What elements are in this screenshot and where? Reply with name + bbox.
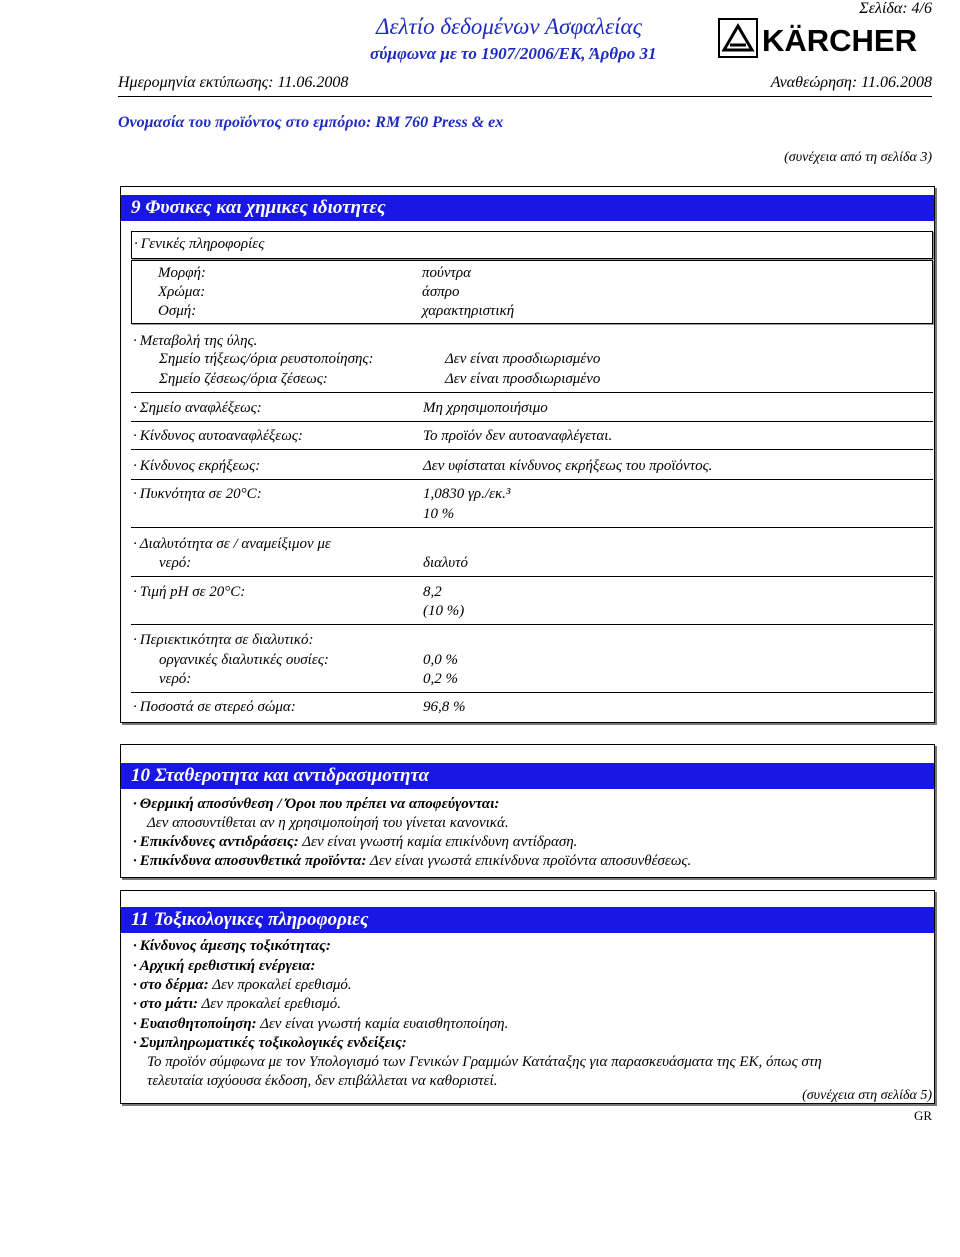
form-value: πούντρα: [422, 265, 471, 281]
density-value: 1,0830 γρ./εκ.³: [423, 486, 511, 502]
divider: [131, 527, 933, 528]
change-of-state-label: · Μεταβολή της ύλης.: [133, 332, 257, 351]
appearance-box: [131, 260, 933, 324]
form-label: Μορφή:: [158, 265, 206, 281]
color-value: άσπρο: [422, 284, 460, 300]
flash-point-label: · Σημείο αναφλέξεως:: [133, 399, 262, 418]
continued-from-note: (συνέχεια από τη σελίδα 3): [784, 150, 932, 165]
additional-toxicology-label: · Συμπληρωματικές τοξικολογικές ενδείξεις:: [133, 1034, 407, 1053]
thermal-decomposition-value: Δεν αποσυντίθεται αν η χρησιμοποίησή του γίνεται κανονικά.: [147, 815, 509, 831]
dangerous-reactions-value: Δεν είναι γνωστή καμία επικίνδυνη αντίδραση.: [302, 834, 578, 850]
self-ignition-value: Το προϊόν δεν αυτοαναφλέγεται.: [423, 428, 613, 444]
additional-toxicology-line-1: Το προϊόν σύμφωνα με τον Υπολογισμό των Γενικών Γραμμών Κατάταξης για παρασκευάσματα της ΕΚ, όπως στη: [147, 1054, 822, 1070]
boiling-point-value: Δεν είναι προσδιωρισμένο: [445, 371, 601, 387]
solubility-value: διαλυτό: [423, 555, 469, 571]
primary-irritation-label: · Αρχική ερεθιστική ενέργεια:: [133, 957, 315, 976]
revision-date: Αναθεώρηση: 11.06.2008: [770, 74, 932, 91]
solubility-label-water: νερό:: [159, 555, 192, 571]
decomposition-products-value: Δεν είναι γνωστά επικίνδυνα προϊόντα αποσυνθέσεως.: [369, 853, 692, 869]
section-9-title: 9 Φυσικες και χημικες ιδιοτητες: [121, 195, 934, 221]
ph-value: 8,2: [423, 584, 442, 600]
thermal-decomposition-label: · Θερμική αποσύνθεση / Όροι που πρέπει να αποφεύγονται:: [133, 795, 499, 814]
ph-label: · Τιμή pH σε 20°C:: [133, 583, 245, 602]
divider: [131, 479, 933, 480]
ph-sub-value: (10 %): [423, 603, 465, 619]
page-number: Σελίδα: 4/6: [859, 0, 932, 17]
logo-wordmark: KÄRCHER: [762, 23, 917, 58]
water-content-value: 0,2 %: [423, 671, 458, 687]
skin-value: Δεν προκαλεί ερεθισμό.: [212, 977, 352, 993]
odor-value: χαρακτηριστική: [422, 303, 515, 319]
additional-toxicology-line-2: τελευταία ισχύουσα έκδοση, δεν επιβάλλεται να καθοριστεί.: [147, 1073, 498, 1089]
continued-to-note: (συνέχεια στη σελίδα 5): [802, 1088, 932, 1103]
organic-solvents-value: 0,0 %: [423, 652, 458, 668]
divider: [131, 576, 933, 577]
header-divider: [118, 96, 932, 97]
solids-content-value: 96,8 %: [423, 699, 466, 715]
section-11-toxicology: [120, 890, 935, 1104]
flash-point-value: Μη χρησιμοποιήσιμο: [423, 400, 548, 416]
dangerous-reactions-label: · Επικίνδυνες αντιδράσεις:: [133, 834, 299, 850]
color-label: Χρώμα:: [158, 284, 206, 300]
section-10-stability-reactivity: [120, 744, 935, 878]
divider: [131, 624, 933, 625]
sensitization-row: [133, 1015, 508, 1034]
general-info-box: [131, 231, 933, 259]
karcher-logo: [718, 18, 930, 58]
skin-row: [133, 976, 352, 995]
explosion-danger-value: Δεν υφίσταται κίνδυνος εκρήξεως του προϊόντος.: [423, 458, 713, 474]
divider: [131, 692, 933, 693]
section-11-title: 11 Τοξικολογικες πληροφοριες: [121, 907, 934, 933]
density-sub-value: 10 %: [423, 506, 455, 522]
document-subtitle: σύμφωνα με το 1907/2006/ΕΚ, Άρθρο 31: [370, 44, 657, 63]
general-info-label: · Γενικές πληροφορίες: [134, 235, 264, 254]
divider: [131, 392, 933, 393]
decomposition-products-label: · Επικίνδυνα αποσυνθετικά προϊόντα:: [133, 853, 366, 869]
acute-toxicity-label: · Κίνδυνος άμεσης τοξικότητας:: [133, 937, 331, 956]
eye-label: · στο μάτι:: [133, 996, 198, 1012]
organic-solvents-label: οργανικές διαλυτικές ουσίες:: [159, 652, 329, 668]
boiling-point-label: Σημείο ζέσεως/όρια ζέσεως:: [159, 371, 328, 387]
sensitization-label: · Ευαισθητοποίηση:: [133, 1016, 257, 1032]
section-10-title: 10 Σταθεροτητα και αντιδρασιμοτητα: [121, 763, 934, 789]
water-content-label: νερό:: [159, 671, 192, 687]
language-code: GR: [913, 1108, 932, 1123]
self-ignition-label: · Κίνδυνος αυτοαναφλέξεως:: [133, 427, 303, 446]
odor-label: Οσμή:: [158, 303, 197, 319]
solvent-content-label: · Περιεκτικότητα σε διαλυτικό:: [133, 631, 313, 650]
density-label: · Πυκνότητα σε 20°C:: [133, 485, 262, 504]
eye-row: [133, 995, 341, 1014]
solubility-label: · Διαλυτότητα σε / αναμείξιμον με: [133, 535, 331, 554]
solids-content-label: · Ποσοστά σε στερεό σώμα:: [133, 698, 296, 717]
explosion-danger-label: · Κίνδυνος εκρήξεως:: [133, 457, 260, 476]
melting-point-label: Σημείο τήξεως/όρια ρευστοποίησης:: [159, 351, 374, 367]
decomposition-products-row: [133, 852, 691, 871]
section-9-physical-chemical: [120, 186, 935, 723]
document-title: Δελτίο δεδομένων Ασφαλείας: [376, 14, 642, 39]
divider: [131, 449, 933, 450]
skin-label: · στο δέρμα:: [133, 977, 209, 993]
melting-point-value: Δεν είναι προσδιωρισμένο: [445, 351, 601, 367]
print-date: Ημερομηνία εκτύπωσης: 11.06.2008: [118, 74, 349, 91]
eye-value: Δεν προκαλεί ερεθισμό.: [201, 996, 341, 1012]
sensitization-value: Δεν είναι γνωστή καμία ευαισθητοποίηση.: [260, 1016, 509, 1032]
dangerous-reactions-row: [133, 833, 577, 852]
product-name: Ονομασία του προϊόντος στο εμπόριο: RM 760 Press & ex: [118, 114, 504, 131]
divider: [131, 421, 933, 422]
